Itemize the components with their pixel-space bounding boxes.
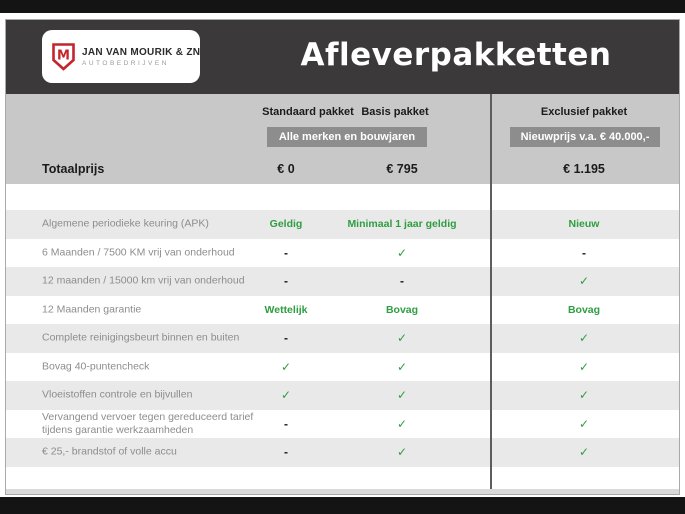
bottom-black-bar <box>0 497 685 514</box>
check-icon: ✓ <box>578 416 590 431</box>
check-icon: ✓ <box>578 331 590 346</box>
badge-nieuwprijs: Nieuwprijs v.a. € 40.000,- <box>510 127 660 147</box>
total-price-label: Totaalprijs <box>42 162 105 176</box>
row-label: Vloeistoffen controle en bijvullen <box>42 388 193 401</box>
total-price-exclusief: € 1.195 <box>563 162 605 176</box>
table-header-zone <box>6 94 679 184</box>
table-row <box>6 296 679 325</box>
feature-rows <box>6 210 679 467</box>
row-value: - <box>284 416 288 431</box>
bottom-gray-strip <box>6 489 679 494</box>
check-icon: ✓ <box>396 445 408 460</box>
row-label: Bovag 40-puntencheck <box>42 360 150 373</box>
row-label: € 25,- brandstof of volle accu <box>42 445 177 458</box>
check-icon: ✓ <box>578 359 590 374</box>
column-header-basis: Basis pakket <box>361 106 429 118</box>
check-icon: ✓ <box>578 274 590 289</box>
badge-alle-merken: Alle merken en bouwjaren <box>267 127 427 147</box>
check-icon: ✓ <box>396 416 408 431</box>
table-row <box>6 438 679 467</box>
brand-name: JAN VAN MOURIK & ZN <box>82 46 201 58</box>
check-icon: ✓ <box>396 388 408 403</box>
row-label: 12 maanden / 15000 km vrij van onderhoud <box>42 274 245 287</box>
total-price-basis: € 795 <box>386 162 418 176</box>
row-label: 12 Maanden garantie <box>42 303 142 316</box>
row-value: - <box>284 274 288 289</box>
page-title: Afleverpakketten <box>300 37 612 73</box>
table-row <box>6 410 679 439</box>
row-value: Wettelijk <box>264 303 308 316</box>
row-label: Algemene periodieke keuring (APK) <box>42 217 209 230</box>
total-price-standaard: € 0 <box>277 162 295 176</box>
check-icon: ✓ <box>578 445 590 460</box>
row-value: - <box>400 274 404 289</box>
row-value: - <box>582 245 586 260</box>
check-icon: ✓ <box>396 245 408 260</box>
check-icon: ✓ <box>396 359 408 374</box>
row-value: Geldig <box>269 218 303 231</box>
row-value: Minimaal 1 jaar geldig <box>347 218 457 231</box>
row-value: - <box>284 445 288 460</box>
brand-monogram: M <box>57 48 70 63</box>
brand-logo-card <box>42 30 200 83</box>
table-row <box>6 353 679 382</box>
row-value: Bovag <box>567 303 601 316</box>
top-black-bar <box>0 0 685 13</box>
row-value: Bovag <box>385 303 419 316</box>
row-value: Nieuw <box>568 218 600 231</box>
table-row <box>6 267 679 296</box>
table-row <box>6 210 679 239</box>
brand-shield-icon <box>52 43 75 71</box>
brand-text <box>82 47 200 67</box>
check-icon: ✓ <box>280 388 292 403</box>
brand-tagline: AUTOBEDRIJVEN <box>82 59 169 67</box>
check-icon: ✓ <box>280 359 292 374</box>
table-row <box>6 381 679 410</box>
table-row <box>6 239 679 268</box>
column-header-exclusief: Exclusief pakket <box>540 106 628 118</box>
row-value: - <box>284 331 288 346</box>
row-label: Complete reinigingsbeurt binnen en buiten <box>42 331 240 344</box>
check-icon: ✓ <box>578 388 590 403</box>
column-header-standaard: Standaard pakket <box>262 106 354 118</box>
row-value: - <box>284 245 288 260</box>
content-frame <box>5 19 680 495</box>
row-label: 6 Maanden / 7500 KM vrij van onderhoud <box>42 246 235 259</box>
row-label: Vervangend vervoer tegen gereduceerd tarief tijdens garantie werkzaamheden <box>42 410 254 436</box>
table-row <box>6 324 679 353</box>
column-divider <box>490 94 492 494</box>
check-icon: ✓ <box>396 331 408 346</box>
title-band <box>6 20 679 94</box>
